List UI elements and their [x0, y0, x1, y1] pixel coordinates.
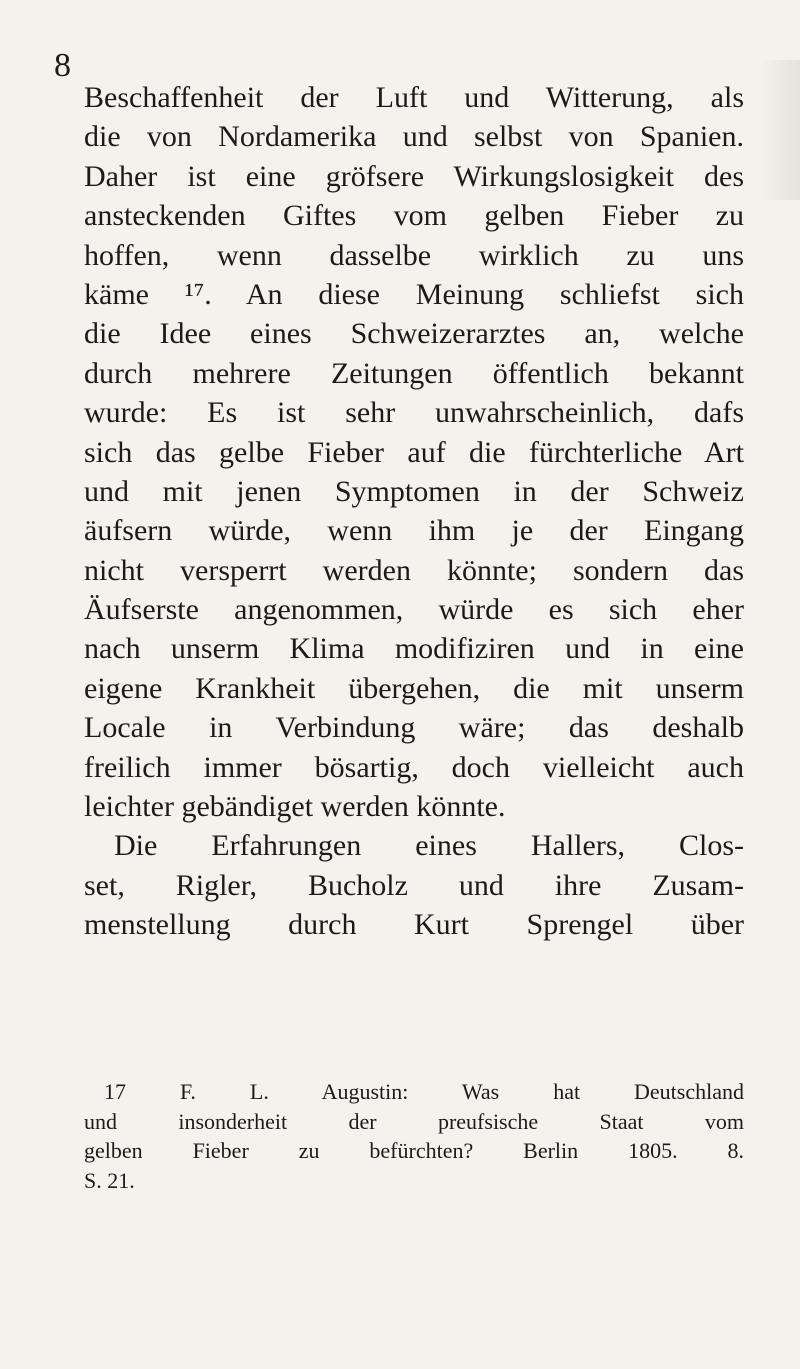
text-line: durch mehrere Zeitungen öffentlich bekannt	[84, 356, 744, 390]
text-line: leichter gebändiget werden könnte.	[84, 790, 506, 824]
footnote-line: 17 F. L. Augustin: Was hat Deutschland	[104, 1079, 744, 1104]
text-line: hoffen, wenn dasselbe wirklich zu uns	[84, 238, 744, 272]
scan-shadow	[760, 60, 800, 200]
text-line: äufsern würde, wenn ihm je der Eingang	[84, 514, 744, 548]
text-line: Äufserste angenommen, würde es sich eher	[84, 593, 744, 627]
text-line: freilich immer bösartig, doch vielleicht auch	[84, 750, 744, 784]
text-line: eigene Krankheit übergehen, die mit unserm	[84, 671, 744, 705]
page-number: 8	[54, 47, 71, 84]
text-line: die von Nordamerika und selbst von Spanien.	[84, 120, 744, 154]
text-line: sich das gelbe Fieber auf die fürchterliche Art	[84, 435, 744, 469]
text-line: und mit jenen Symptomen in der Schweiz	[84, 474, 744, 508]
text-line: menstellung durch Kurt Sprengel über	[84, 908, 744, 942]
footnote	[84, 1077, 744, 1195]
body-text	[84, 78, 744, 945]
text-line: wurde: Es ist sehr unwahrscheinlich, dafs	[84, 396, 744, 430]
text-line: nach unserm Klima modifiziren und in eine	[84, 632, 744, 666]
text-line: käme ¹⁷. An diese Meinung schliefst sich	[84, 277, 744, 311]
text-line: nicht versperrt werden könnte; sondern das	[84, 553, 744, 587]
footnote-line: S. 21.	[84, 1167, 135, 1193]
footnote-line: gelben Fieber zu befürchten? Berlin 1805. 8.	[84, 1138, 744, 1164]
text-line: Beschaffenheit der Luft und Witterung, als	[84, 81, 744, 114]
text-line: Daher ist eine gröfsere Wirkungslosigkeit des	[84, 159, 744, 193]
text-line: set, Rigler, Bucholz und ihre Zusam-	[84, 868, 744, 902]
text-line: Die Erfahrungen eines Hallers, Clos-	[114, 829, 744, 863]
text-line: ansteckenden Giftes vom gelben Fieber zu	[84, 199, 744, 233]
text-line: die Idee eines Schweizerarztes an, welche	[84, 317, 744, 351]
footnote-line: und insonderheit der preufsische Staat vom	[84, 1108, 744, 1134]
text-line: Locale in Verbindung wäre; das deshalb	[84, 711, 744, 745]
